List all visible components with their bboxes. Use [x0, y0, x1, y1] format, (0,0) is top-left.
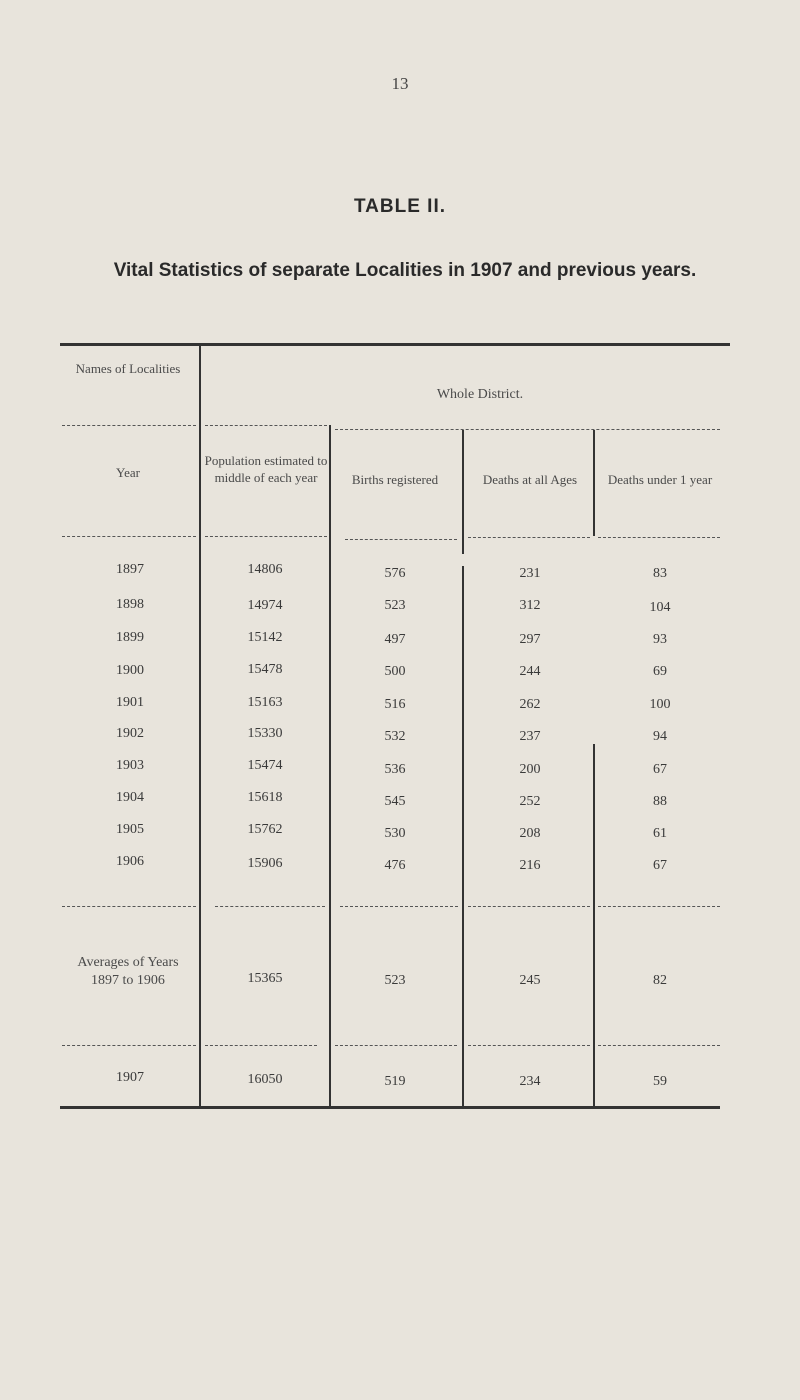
- final-births: 519: [384, 1074, 406, 1089]
- header-births: Births registered: [351, 472, 439, 487]
- cell-deaths-all: 244: [519, 664, 541, 679]
- header-separator: [598, 537, 720, 538]
- averages-label: Averages of Years 1897 to 1906: [77, 955, 179, 988]
- column-rule: [329, 425, 331, 1107]
- cell-deaths-under: 94: [653, 729, 667, 744]
- final-separator: [468, 1045, 590, 1046]
- cell-deaths-all: 252: [519, 794, 541, 809]
- column-rule: [593, 430, 595, 536]
- cell-year: 1901: [116, 695, 144, 710]
- table-heading: TABLE II.: [353, 196, 447, 217]
- cell-population: 15163: [247, 695, 283, 710]
- averages-separator: [215, 906, 325, 907]
- cell-year: 1903: [116, 758, 144, 773]
- header-separator: [205, 425, 327, 426]
- page-number: 13: [391, 74, 409, 93]
- cell-deaths-under: 93: [653, 632, 667, 647]
- cell-births: 523: [384, 598, 406, 613]
- final-year: 1907: [116, 1070, 144, 1085]
- cell-births: 576: [384, 566, 406, 581]
- cell-births: 500: [384, 664, 406, 679]
- column-rule: [462, 566, 464, 1107]
- averages-separator: [468, 906, 590, 907]
- cell-year: 1905: [116, 822, 144, 837]
- cell-deaths-under: 88: [653, 794, 667, 809]
- cell-deaths-under: 69: [653, 664, 667, 679]
- cell-births: 516: [384, 697, 406, 712]
- cell-births: 497: [384, 632, 406, 647]
- table-caption: Vital Statistics of separate Localities in 1907 and previous years.: [113, 260, 697, 281]
- column-rule: [199, 345, 201, 1107]
- final-separator: [62, 1045, 196, 1046]
- averages-deaths-all: 245: [519, 973, 541, 988]
- cell-deaths-all: 297: [519, 632, 541, 647]
- cell-births: 530: [384, 826, 406, 841]
- averages-population: 15365: [247, 971, 283, 986]
- cell-year: 1899: [116, 630, 144, 645]
- final-separator: [205, 1045, 317, 1046]
- averages-separator: [340, 906, 458, 907]
- final-deaths-under: 59: [653, 1074, 667, 1089]
- cell-population: 15906: [247, 856, 283, 871]
- cell-deaths-all: 200: [519, 762, 541, 777]
- header-year: Year: [116, 465, 140, 480]
- averages-deaths-under: 82: [653, 973, 667, 988]
- final-deaths-all: 234: [519, 1074, 541, 1089]
- cell-deaths-under: 83: [653, 566, 667, 581]
- cell-births: 545: [384, 794, 406, 809]
- table-bottom-rule: [60, 1106, 720, 1109]
- cell-deaths-under: 104: [649, 600, 671, 615]
- cell-year: 1904: [116, 790, 144, 805]
- final-separator: [598, 1045, 720, 1046]
- cell-population: 14806: [247, 562, 283, 577]
- cell-year: 1906: [116, 854, 144, 869]
- final-separator: [335, 1045, 457, 1046]
- cell-deaths-all: 237: [519, 729, 541, 744]
- cell-births: 536: [384, 762, 406, 777]
- header-separator: [62, 536, 196, 537]
- cell-births: 532: [384, 729, 406, 744]
- cell-deaths-all: 312: [519, 598, 541, 613]
- header-names-of-localities: Names of Localities: [75, 361, 181, 376]
- cell-births: 476: [384, 858, 406, 873]
- cell-population: 15474: [247, 758, 283, 773]
- cell-population: 15330: [247, 726, 283, 741]
- final-population: 16050: [247, 1072, 283, 1087]
- header-separator: [205, 536, 327, 537]
- header-separator: [468, 537, 590, 538]
- cell-deaths-all: 208: [519, 826, 541, 841]
- cell-deaths-under: 61: [653, 826, 667, 841]
- header-deaths-under: Deaths under 1 year: [607, 472, 713, 487]
- cell-deaths-all: 262: [519, 697, 541, 712]
- cell-year: 1902: [116, 726, 144, 741]
- averages-separator: [62, 906, 196, 907]
- header-separator: [62, 425, 196, 426]
- cell-year: 1897: [116, 562, 144, 577]
- cell-year: 1900: [116, 663, 144, 678]
- cell-population: 14974: [247, 598, 283, 613]
- column-rule: [462, 430, 464, 554]
- header-whole-district: Whole District.: [436, 387, 524, 402]
- cell-year: 1898: [116, 597, 144, 612]
- header-separator: [345, 539, 457, 540]
- cell-population: 15478: [247, 662, 283, 677]
- averages-births: 523: [384, 973, 406, 988]
- cell-population: 15142: [247, 630, 283, 645]
- header-separator: [335, 429, 720, 430]
- header-population: Population estimated to middle of each year: [204, 453, 328, 485]
- cell-deaths-all: 231: [519, 566, 541, 581]
- table-top-rule: [60, 343, 730, 346]
- column-rule: [593, 744, 595, 1107]
- averages-separator: [598, 906, 720, 907]
- cell-population: 15618: [247, 790, 283, 805]
- cell-deaths-all: 216: [519, 858, 541, 873]
- header-deaths-all: Deaths at all Ages: [482, 472, 578, 487]
- cell-deaths-under: 67: [653, 762, 667, 777]
- cell-population: 15762: [247, 822, 283, 837]
- cell-deaths-under: 100: [649, 697, 671, 712]
- cell-deaths-under: 67: [653, 858, 667, 873]
